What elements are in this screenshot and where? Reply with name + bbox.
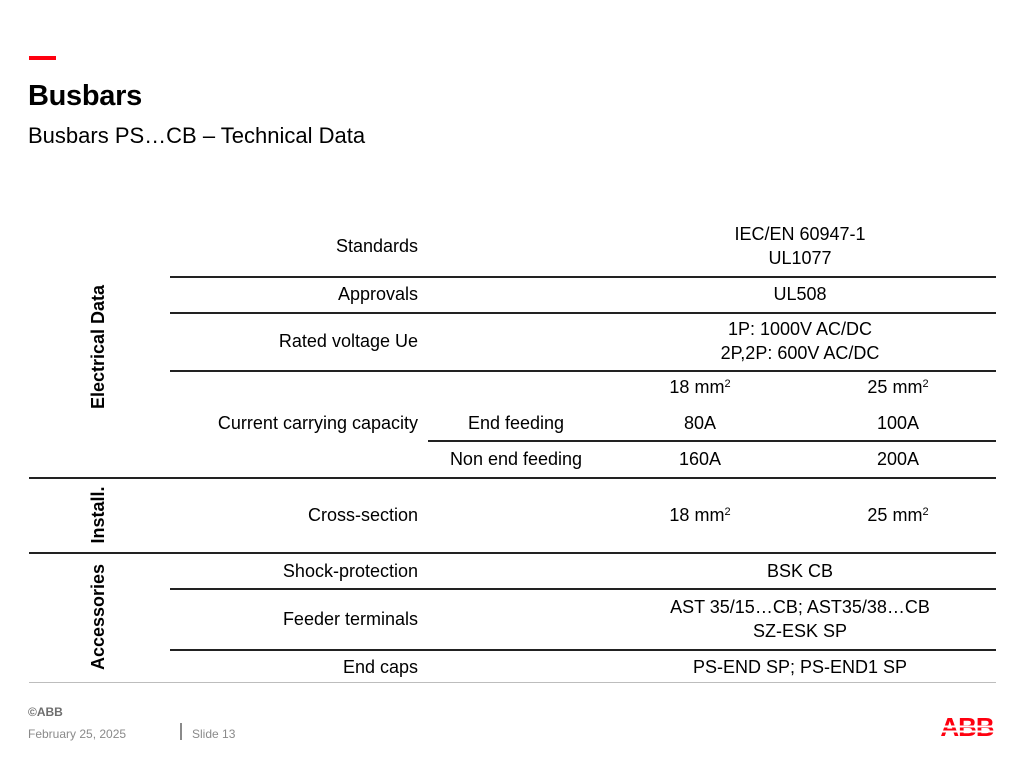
page-title: Busbars	[28, 80, 142, 112]
group-divider	[29, 477, 996, 479]
footer-slide-number: Slide 13	[192, 727, 236, 741]
standards-value-1: IEC/EN 60947-1	[734, 224, 866, 244]
abb-logo	[937, 715, 997, 744]
feeder-terminals-value-1: AST 35/15…CB; AST35/38…CB	[670, 597, 930, 617]
end-caps-label: End caps	[342, 657, 418, 677]
rated-voltage-label: Rated voltage Ue	[278, 331, 418, 351]
feeder-terminals-value-2: SZ-ESK SP	[752, 621, 848, 641]
row-divider	[170, 312, 996, 314]
table-bottom-rule	[29, 682, 996, 683]
approvals-value: UL508	[773, 284, 827, 304]
row-divider	[428, 440, 996, 442]
rated-voltage-value-2: 2P,2P: 600V AC/DC	[720, 343, 880, 363]
footer-date: February 25, 2025	[28, 727, 127, 741]
row-divider	[170, 649, 996, 651]
cross-section-label: Cross-section	[307, 505, 418, 525]
group-electrical-data: Electrical Data	[88, 284, 108, 410]
row-divider	[170, 588, 996, 590]
non-end-feeding-col1: 160A	[678, 449, 722, 469]
row-divider	[170, 370, 996, 372]
row-divider	[170, 276, 996, 278]
end-feeding-col1: 80A	[683, 413, 717, 433]
current-capacity-label: Current carrying capacity	[217, 413, 418, 433]
end-caps-value: PS-END SP; PS-END1 SP	[692, 657, 908, 677]
shock-protection-label: Shock-protection	[282, 561, 418, 581]
standards-label: Standards	[335, 236, 418, 256]
feeder-terminals-label: Feeder terminals	[282, 609, 418, 629]
footer-separator	[180, 723, 182, 740]
rated-voltage-value-1: 1P: 1000V AC/DC	[727, 319, 873, 339]
title-accent-bar	[29, 56, 56, 60]
cc-col2-header: 25 $mm^2$	[867, 377, 929, 397]
standards-value-2: UL1077	[768, 248, 832, 268]
non-end-feeding-label: Non end feeding	[449, 449, 583, 469]
end-feeding-col2: 100A	[876, 413, 920, 433]
page-subtitle: Busbars PS…CB – Technical Data	[28, 123, 366, 148]
group-divider	[29, 552, 996, 554]
group-accessories: Accessories	[88, 563, 108, 671]
footer-copyright: ©ABB	[28, 705, 63, 719]
end-feeding-label: End feeding	[467, 413, 565, 433]
shock-protection-value: BSK CB	[766, 561, 834, 581]
cross-section-col1: 18 $mm^2$	[669, 505, 731, 525]
group-install: Install.	[88, 486, 108, 544]
cc-col1-header: 18 $mm^2$	[669, 377, 731, 397]
approvals-label: Approvals	[337, 284, 418, 304]
cross-section-col2: 25 $mm^2$	[867, 505, 929, 525]
non-end-feeding-col2: 200A	[876, 449, 920, 469]
